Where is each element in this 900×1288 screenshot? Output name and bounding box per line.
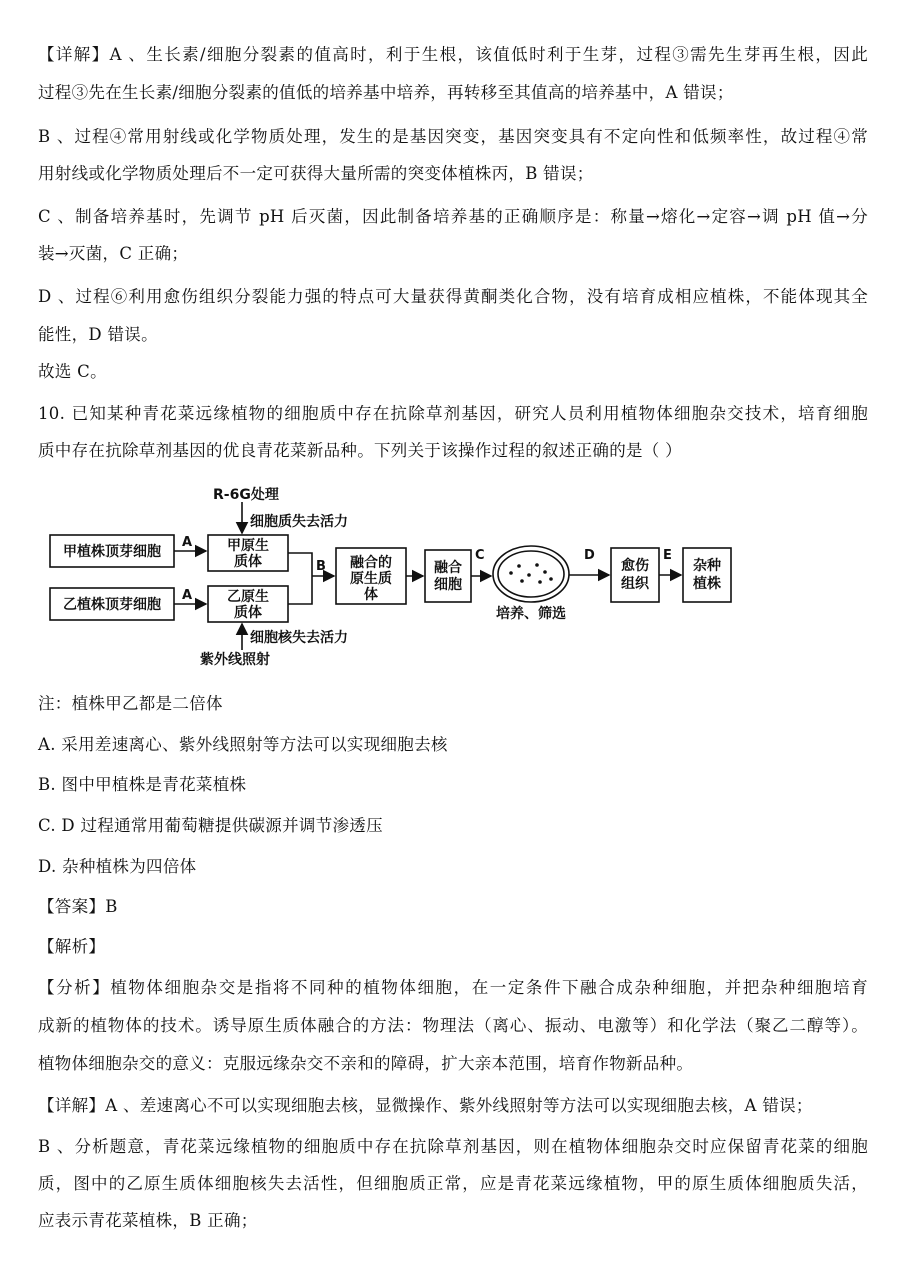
uv-irradiation-label: 紫外线照射 [200,652,270,668]
analysis-line-2: 成新的植物体的技术。诱导原生质体融合的方法：物理法（离心、振动、电激等）和化学法（聚乙二醇等）。 [38,1016,868,1035]
detail-9-line-3: B 、过程④常用射线或化学物质处理，发生的是基因突变，基因突变具有不定向性和低频率性，故过程④常 [38,127,868,146]
detail-9-line-7: D 、过程⑥利用愈伤组织分裂能力强的特点可大量获得黄酮类化合物，没有培育成相应植株，不能体现其全 [38,287,868,306]
detail-9-line-6: 装→灭菌，C 正确； [38,244,189,263]
detail-9-line-9: 故选 C。 [38,362,107,381]
callus-line-2: 组织 [621,576,649,592]
detail-9-line-2: 过程③先在生长素/细胞分裂素的值低的培养基中培养，再转移至其值高的培养基中，A 错误； [38,83,734,102]
analysis-title: 【解析】 [38,937,106,956]
culture-screening-label: 培养、筛选 [496,606,566,622]
detail-9-line-8: 能性，D 错误。 [38,325,158,344]
callus-line-1: 愈伤 [621,558,649,574]
detail-9-line-1: 【详解】A 、生长素/细胞分裂素的值高时，利于生根，该值低时利于生芽，过程③需先生芽再生根，因此 [38,45,868,64]
protoplast-b-line-2: 质体 [234,605,262,621]
arrow-label-d: D [584,548,595,563]
hybrid-plant-line-1: 杂种 [693,558,721,574]
detail-10-line-4: 应表示青花菜植株，B 正确； [38,1211,258,1230]
nucleus-inactive-label: 细胞核失去活力 [250,630,348,646]
protoplast-b-line-1: 乙原生 [227,589,269,605]
fused-protoplast-line-2: 原生质 [350,571,392,587]
fused-protoplast-line-1: 融合的 [350,555,392,571]
detail-10-line-3: 质，图中的乙原生质体细胞核失去活性，但细胞质正常，应是青花菜远缘植物，甲的原生质体细胞质失活， [38,1174,868,1193]
protoplast-a-line-1: 甲原生 [227,538,269,554]
protoplast-fusion-diagram [0,478,900,673]
fused-cell-line-2: 细胞 [434,577,462,593]
option-d: D. 杂种植株为四倍体 [38,857,197,876]
option-a: A. 采用差速离心、紫外线照射等方法可以实现细胞去核 [38,735,448,754]
r6g-label: R-6G处理 [213,487,279,503]
plant-a-cell-box: 甲植株顶芽细胞 [63,544,161,560]
arrow-label-a-top: A [182,535,193,550]
option-b: B. 图中甲植株是青花菜植株 [38,775,247,794]
answer: 【答案】B [38,897,118,916]
hybrid-plant-line-2: 植株 [693,576,721,592]
protoplast-a-line-2: 质体 [234,554,262,570]
arrow-label-a-bottom: A [182,588,193,603]
arrow-label-b: B [316,559,326,574]
fused-cell-line-1: 融合 [434,560,462,576]
detail-9-line-5: C 、制备培养基时，先调节 pH 后灭菌，因此制备培养基的正确顺序是：称量→熔化→定容→调 pH 值→分 [38,207,868,226]
detail-9-line-4: 用射线或化学物质处理后不一定可获得大量所需的突变体植株丙，B 错误； [38,164,594,183]
question-10-line-2: 质中存在抗除草剂基因的优良青花菜新品种。下列关于该操作过程的叙述正确的是（ ） [38,441,682,460]
question-10-line-1: 10. 已知某种青花菜远缘植物的细胞质中存在抗除草剂基因，研究人员利用植物体细胞杂交技术，培育细胞 [38,404,868,423]
cytoplasm-inactive-label: 细胞质失去活力 [250,514,348,530]
detail-10-line-1: 【详解】A 、差速离心不可以实现细胞去核，显微操作、紫外线照射等方法可以实现细胞去核，A 错误； [38,1096,813,1115]
analysis-line-3: 植物体细胞杂交的意义：克服远缘杂交不亲和的障碍，扩大亲本范围，培育作物新品种。 [38,1054,694,1073]
arrow-label-c: C [475,548,485,563]
analysis-line-1: 【分析】植物体细胞杂交是指将不同种的植物体细胞，在一定条件下融合成杂种细胞，并把杂种细胞培育 [38,978,868,997]
plant-b-cell-box: 乙植株顶芽细胞 [63,597,161,613]
fused-protoplast-line-3: 体 [364,587,378,603]
arrow-label-e: E [663,548,672,563]
detail-10-line-2: B 、分析题意，青花菜远缘植物的细胞质中存在抗除草剂基因，则在植物体细胞杂交时应保留青花菜的细胞 [38,1137,868,1156]
diagram-note: 注：植株甲乙都是二倍体 [38,694,223,713]
option-c: C. D 过程通常用葡萄糖提供碳源并调节渗透压 [38,816,383,835]
